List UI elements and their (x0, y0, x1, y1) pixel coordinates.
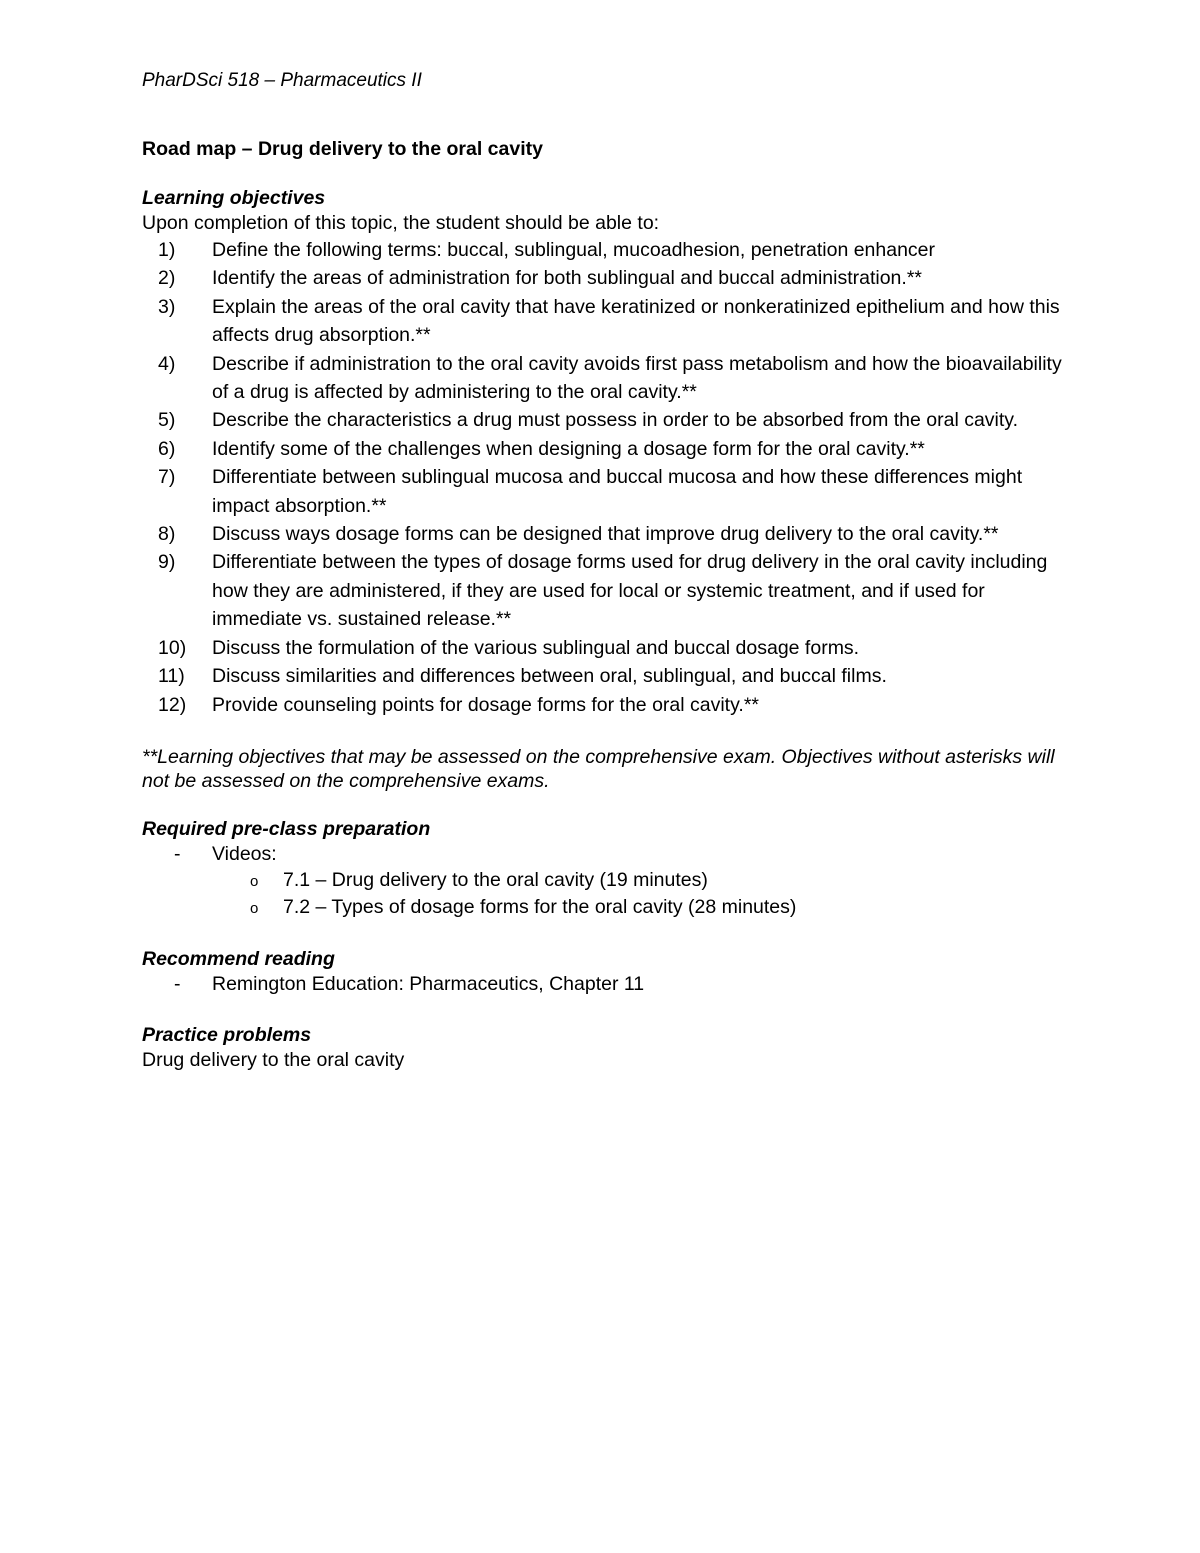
objective-item (142, 406, 1072, 434)
objective-number: 2) (158, 267, 176, 290)
objective-text: Discuss ways dosage forms can be designed that improve drug delivery to the oral cavity.** (212, 523, 999, 546)
objective-item (142, 236, 1072, 264)
objective-number: 7) (158, 466, 176, 489)
dash-marker: - (174, 842, 181, 865)
objectives-footnote: **Learning objectives that may be assessed on the comprehensive exam. Objectives without asterisks will not be assessed on the comprehensive exams. (142, 745, 1055, 792)
objective-item (142, 463, 1072, 520)
objective-number: 3) (158, 295, 176, 318)
objective-item (142, 662, 1072, 690)
reading-text: Remington Education: Pharmaceutics, Chapter 11 (212, 972, 645, 995)
preparation-heading: Required pre-class preparation (142, 817, 431, 840)
objective-text: Describe if administration to the oral cavity avoids first pass metabolism and how the bioavailability of a drug is affected by administering to the oral cavity.** (212, 352, 1062, 404)
objective-item (142, 520, 1072, 548)
objective-text: Explain the areas of the oral cavity that have keratinized or nonkeratinized epithelium and how this affects drug absorption.** (212, 295, 1060, 347)
page-title: Road map – Drug delivery to the oral cavity (142, 138, 543, 160)
objectives-list (142, 236, 1072, 719)
preparation-item (142, 842, 1072, 921)
video-item (212, 894, 1072, 921)
objective-text: Identify the areas of administration for both sublingual and buccal administration.** (212, 267, 922, 290)
course-header: PharDSci 518 – Pharmaceutics II (142, 70, 422, 91)
reading-item (142, 972, 1072, 997)
objective-number: 12) (158, 693, 187, 716)
circle-bullet-icon: o (250, 899, 259, 917)
objective-text: Discuss similarities and differences between oral, sublingual, and buccal films. (212, 665, 887, 688)
objective-number: 1) (158, 239, 176, 261)
objective-item (142, 264, 1072, 292)
objective-item (142, 435, 1072, 463)
reading-list (142, 972, 1072, 997)
objective-text: Discuss the formulation of the various sublingual and buccal dosage forms. (212, 636, 860, 659)
objective-item (142, 350, 1072, 407)
objective-text: Differentiate between the types of dosage forms used for drug delivery in the oral cavity including how they are administered, if they are used for local or systemic treatment, and if used for immediate vs. sustained release.** (212, 551, 1048, 631)
dash-marker: - (174, 972, 181, 995)
objective-item (142, 548, 1072, 633)
objective-text: Identify some of the challenges when designing a dosage form for the oral cavity.** (212, 437, 925, 460)
video-title: 7.1 – Drug delivery to the oral cavity (19 minutes) (283, 868, 708, 891)
objective-text: Differentiate between sublingual mucosa and buccal mucosa and how these differences might impact absorption.** (212, 466, 1023, 517)
objective-number: 8) (158, 523, 176, 546)
objective-text: Provide counseling points for dosage forms for the oral cavity.** (212, 693, 759, 716)
objectives-intro: Upon completion of this topic, the student should be able to: (142, 212, 660, 234)
practice-heading: Practice problems (142, 1023, 312, 1046)
objective-number: 9) (158, 551, 176, 574)
videos-label: Videos: (212, 842, 277, 865)
practice-item: Drug delivery to the oral cavity (142, 1048, 405, 1071)
objective-number: 10) (158, 636, 187, 659)
video-item (212, 867, 1072, 894)
reading-heading: Recommend reading (142, 947, 335, 970)
video-title: 7.2 – Types of dosage forms for the oral cavity (28 minutes) (283, 895, 797, 918)
objective-item (142, 691, 1072, 719)
video-list (212, 867, 1072, 921)
objective-text: Define the following terms: buccal, sublingual, mucoadhesion, penetration enhancer (212, 239, 936, 261)
objective-item (142, 293, 1072, 350)
document-page (142, 68, 1072, 1073)
preparation-list (142, 842, 1072, 921)
objective-number: 11) (158, 665, 185, 688)
circle-bullet-icon: o (250, 872, 259, 890)
objective-number: 6) (158, 437, 176, 460)
objective-text: Describe the characteristics a drug must possess in order to be absorbed from the oral cavity. (212, 409, 1019, 432)
objective-item (142, 634, 1072, 662)
objective-number: 5) (158, 409, 176, 432)
learning-objectives-heading: Learning objectives (142, 187, 326, 209)
objective-number: 4) (158, 352, 176, 375)
